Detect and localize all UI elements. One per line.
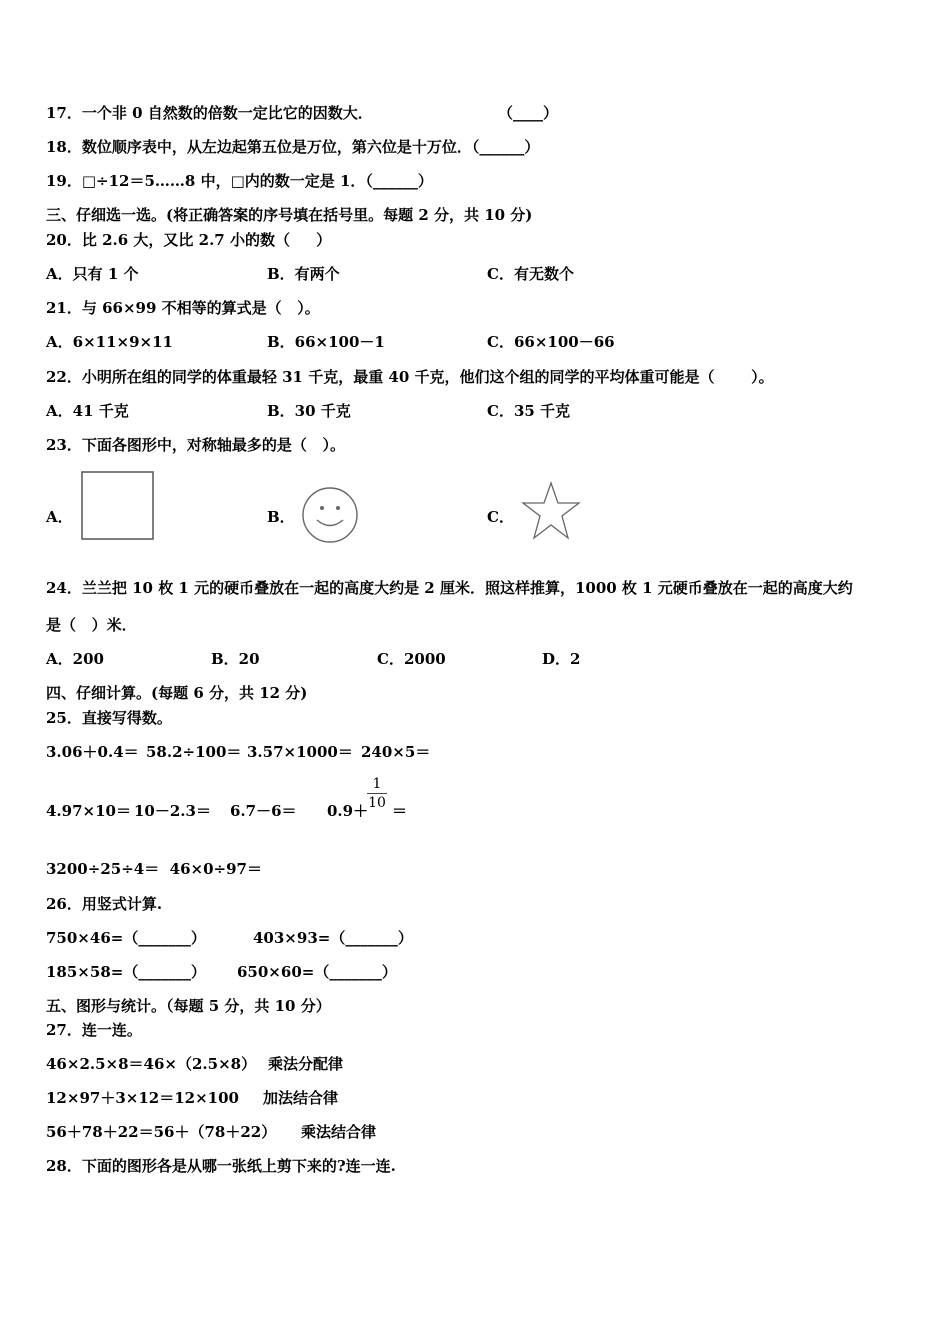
q25-item-8: 0.9＋ — [327, 802, 369, 820]
q27-left-3[interactable]: 56＋78＋22＝56＋（78＋22） — [46, 1123, 277, 1141]
q25-row-3: 3200÷25÷4＝ 46×0÷97＝ — [46, 860, 262, 878]
q26-item-1[interactable]: 750×46=（_______） — [46, 929, 206, 947]
q25-item-6: 10－2.3＝ — [134, 802, 211, 820]
q25-item-7: 6.7－6＝ — [230, 802, 297, 820]
q26-title: 26．用竖式计算. — [46, 895, 163, 913]
q18-text: 18．数位顺序表中，从左边起第五位是万位，第六位是十万位．（______） — [46, 138, 540, 156]
q27-right-1[interactable]: 乘法分配律 — [268, 1055, 344, 1073]
fraction-denominator: 10 — [368, 795, 386, 811]
q27-right-3[interactable]: 乘法结合律 — [301, 1123, 377, 1141]
q27-title: 27．连一连。 — [46, 1021, 142, 1039]
fraction-equals: ＝ — [392, 802, 408, 820]
q24-option-c[interactable]: C．2000 — [377, 650, 446, 668]
q21-option-c[interactable]: C．66×100－66 — [487, 333, 615, 351]
q23-option-b[interactable]: B． — [267, 508, 295, 526]
q27-left-1[interactable]: 46×2.5×8＝46×（2.5×8） — [46, 1055, 257, 1073]
q19-text: 19．□÷12＝5……8 中，□内的数一定是 1．（______） — [46, 172, 433, 190]
q20-option-c[interactable]: C．有无数个 — [487, 265, 574, 283]
q26-item-2[interactable]: 403×93=（_______） — [253, 929, 413, 947]
q27-left-2[interactable]: 12×97＋3×12＝12×100 — [46, 1089, 239, 1107]
q22-option-a[interactable]: A．41 千克 — [46, 402, 129, 420]
q22-option-c[interactable]: C．35 千克 — [487, 402, 571, 420]
q22-text: 22．小明所在组的同学的体重最轻 31 千克，最重 40 千克，他们这个组的同学的平均体重可能是（ ）。 — [46, 368, 774, 386]
q21-text: 21．与 66×99 不相等的算式是（ ）。 — [46, 299, 320, 317]
q28-text: 28．下面的图形各是从哪一张纸上剪下来的?连一连. — [46, 1157, 396, 1175]
q26-item-4[interactable]: 650×60=（_______） — [237, 963, 397, 981]
section-4-title: 四、仔细计算。(每题 6 分，共 12 分) — [46, 684, 308, 702]
q24-option-a[interactable]: A．200 — [46, 650, 104, 668]
q25-item-5: 4.97×10＝ — [46, 802, 131, 820]
q21-option-a[interactable]: A．6×11×9×11 — [46, 333, 173, 351]
q23-option-c[interactable]: C． — [487, 508, 514, 526]
q17-text: 17．一个非 0 自然数的倍数一定比它的因数大． — [46, 104, 373, 122]
q20-option-a[interactable]: A．只有 1 个 — [46, 265, 139, 283]
q24-text-line2: 是（ ）米． — [46, 616, 137, 634]
q17-blank[interactable]: （____） — [498, 104, 559, 122]
q20-text: 20．比 2.6 大，又比 2.7 小的数（ ） — [46, 231, 332, 249]
q27-right-2[interactable]: 加法结合律 — [263, 1089, 339, 1107]
q23-text: 23．下面各图形中，对称轴最多的是（ ）。 — [46, 436, 346, 454]
q24-text-line1: 24．兰兰把 10 枚 1 元的硬币叠放在一起的高度大约是 2 厘米．照这样推算，1000 枚 1 元硬币叠放在一起的高度大约 — [46, 579, 853, 597]
fraction-numerator: 1 — [372, 776, 382, 792]
smiley-face-figure — [300, 485, 360, 545]
square-figure — [80, 470, 156, 542]
fraction-one-tenth — [367, 776, 387, 811]
q20-option-b[interactable]: B．有两个 — [267, 265, 340, 283]
q24-option-b[interactable]: B．20 — [211, 650, 260, 668]
section-5-title: 五、图形与统计。（每题 5 分，共 10 分） — [46, 997, 331, 1015]
q25-item-1: 3.06＋0.4＝ — [46, 743, 139, 761]
q22-option-b[interactable]: B．30 千克 — [267, 402, 351, 420]
section-3-title: 三、仔细选一选。(将正确答案的序号填在括号里。每题 2 分，共 10 分) — [46, 206, 533, 224]
q23-option-a[interactable]: A． — [46, 508, 73, 526]
q25-title: 25．直接写得数。 — [46, 709, 172, 727]
q26-item-3[interactable]: 185×58=（_______） — [46, 963, 206, 981]
q24-option-d[interactable]: D．2 — [542, 650, 581, 668]
star-figure — [520, 480, 582, 542]
q21-option-b[interactable]: B．66×100－1 — [267, 333, 385, 351]
q25-item-2: 58.2÷100＝ — [146, 743, 242, 761]
q25-item-3: 3.57×1000＝ — [247, 743, 353, 761]
q25-item-4: 240×5＝ — [361, 743, 431, 761]
